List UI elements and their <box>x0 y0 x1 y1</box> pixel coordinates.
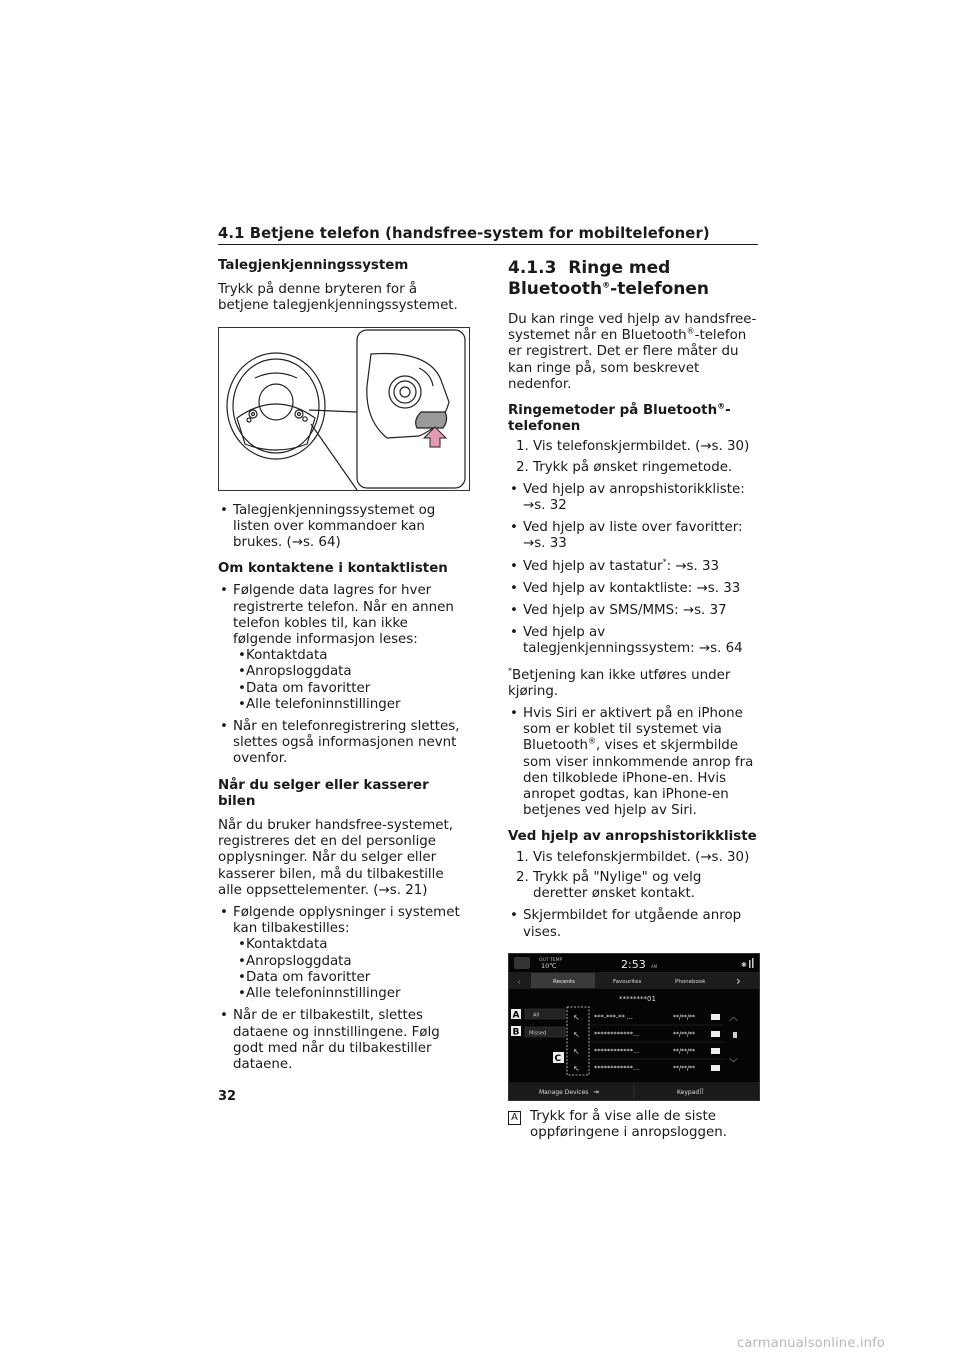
method-text: : →s. 33 <box>666 558 720 574</box>
message-icon <box>711 1048 720 1054</box>
row-name: ************... <box>594 1063 640 1072</box>
subheading-selling-car: Når du selger eller kasserer bilen <box>218 777 429 809</box>
out-temp-value: 10℃ <box>541 961 557 970</box>
intro-text: -telefon er registrert. Det er flere måter du kan ringe på, som beskrevet nedenfor. <box>508 328 747 392</box>
next-chevron-icon: › <box>736 973 741 988</box>
scroll-up-icon: ︿ <box>729 1012 739 1023</box>
header-rule <box>218 244 758 245</box>
section-number: 4.1.3 <box>508 258 557 278</box>
siri-text: , vises et skjermbilde som viser innkommende anrop fra den tilkoblede iPhone-en. Hvis anropet godtas, kan iPhone-en betjenes ved hjelp av Siri. <box>523 738 754 819</box>
registered-mark: ® <box>717 401 726 411</box>
step <box>508 870 760 902</box>
step-text: Trykk på "Nylige" og velg deretter ønsket kontakt. <box>533 869 702 902</box>
step-text: Vis telefonskjermbildet. (→s. 30) <box>533 849 750 865</box>
legend-letter-box: A <box>508 1111 521 1125</box>
scroll-down-icon: ﹀ <box>729 1058 739 1069</box>
clock: 2:53 <box>621 957 646 971</box>
step-number: 2. <box>516 869 529 885</box>
signal-icon <box>749 960 751 968</box>
watermark: carmanualsonline.info <box>737 1336 886 1351</box>
callout-b-label: B <box>512 1027 520 1038</box>
step <box>508 439 760 455</box>
left-column <box>218 258 470 1073</box>
tab-phonebook: Phonebook <box>675 978 706 985</box>
message-icon <box>711 1031 720 1037</box>
heading-part: Ringe med <box>568 258 671 278</box>
selling-bullet-1: • Følgende opplysninger i systemet kan tilbakestilles: <box>218 905 470 937</box>
subheading-text: Ringemetoder på Bluetooth <box>508 403 718 419</box>
filter-all <box>525 1009 565 1019</box>
row-date: **/**/** <box>673 1030 696 1038</box>
contacts-bullet-1: • Følgende data lagres for hver registrerte telefon. Når en annen telefon kobles til, kan ikke følgende informasjon leses: <box>218 583 470 648</box>
back-chevron-icon: ‹ <box>517 976 521 988</box>
step <box>508 460 760 476</box>
selling-sub-item: • Anropsloggdata <box>218 954 470 970</box>
row-date: **/**/** <box>673 1064 696 1072</box>
step-number: 2. <box>516 459 529 475</box>
out-temp-label: OUT TEMP <box>539 957 563 963</box>
section-heading <box>508 258 760 300</box>
subheading-contacts: Om kontaktene i kontaktlisten <box>218 561 448 577</box>
method-item: • Ved hjelp av kontaktliste: →s. 33 <box>508 581 760 597</box>
selling-bullet-2: • Når de er tilbakestilt, slettes dataene og innstillingene. Følg godt med når du tilbakestiller dataene. <box>218 1008 470 1073</box>
selling-sub-item: • Alle telefoninnstillinger <box>218 986 470 1002</box>
row-name: ************... <box>594 1029 640 1038</box>
selling-sub-item: • Kontaktdata <box>218 937 470 953</box>
filter-missed-label: Missed <box>529 1030 547 1037</box>
manage-devices-button: Manage Devices <box>539 1088 589 1096</box>
clock-ampm: AM <box>651 963 658 969</box>
keypad-button: Keypad <box>677 1088 700 1096</box>
step <box>508 850 760 866</box>
selling-sub-item: • Data om favoritter <box>218 970 470 986</box>
subheading-voice-recognition: Talegjenkjenningssystem <box>218 258 409 273</box>
siri-bullet <box>508 706 760 819</box>
phone-screen-drawing <box>509 954 759 1100</box>
method-item: • Ved hjelp av SMS/MMS: →s. 37 <box>508 603 760 619</box>
step-number: 1. <box>516 849 529 865</box>
tab-favourites: Favourites <box>613 978 642 985</box>
row-date: **/**/** <box>673 1047 696 1055</box>
steering-wheel-illustration <box>218 327 470 491</box>
message-icon <box>711 1014 720 1020</box>
bluetooth-icon: ✱ <box>741 960 747 969</box>
manage-devices-icon: ⇥ <box>593 1087 599 1096</box>
legend-item-a <box>508 1109 760 1141</box>
steering-wheel-drawing <box>219 328 469 490</box>
home-icon <box>514 957 530 969</box>
heading-part: Bluetooth <box>508 279 603 299</box>
callout-c-label: C <box>554 1053 562 1064</box>
method-item: • Ved hjelp av liste over favoritter: →s. 33 <box>508 520 760 552</box>
outgoing-call-bullet: • Skjermbildet for utgående anrop vises. <box>508 908 760 940</box>
phone-screen-illustration <box>508 953 760 1101</box>
section-header: 4.1 Betjene telefon (handsfree-system for mobiltelefoner) <box>218 225 710 242</box>
scroll-thumb <box>733 1032 737 1038</box>
subheading-text: -telefonen <box>508 403 731 435</box>
step-number: 1. <box>516 439 529 455</box>
siri-text: Hvis Siri er aktivert på en iPhone som er koblet til systemet via Bluetooth <box>523 706 743 754</box>
contacts-sub-item: • Kontaktdata <box>218 648 470 664</box>
legend-text: Trykk for å vise alle de siste oppføringene i anropsloggen. <box>530 1108 727 1140</box>
selling-car-paragraph: Når du bruker handsfree-systemet, registreres det en del personlige opplysninger. Når du selger eller kasserer bilen, må du tilbakestille alle oppsettelementer. (→s. 21) <box>218 818 454 898</box>
row-name: ***-***-** ... <box>594 1012 633 1021</box>
method-item: • Ved hjelp av talegjenkjenningssystem: →s. 64 <box>508 625 760 657</box>
footnote <box>508 668 760 700</box>
method-item: • Ved hjelp av anropshistorikkliste: →s. 32 <box>508 482 760 514</box>
footnote-star: * <box>662 557 667 567</box>
row-name: ************... <box>594 1046 640 1055</box>
contacts-sub-item: • Alle telefoninnstillinger <box>218 697 470 713</box>
filter-all-label: All <box>533 1012 540 1019</box>
step-text: Vis telefonskjermbildet. (→s. 30) <box>533 439 750 455</box>
tab-recents: Recents <box>553 978 575 985</box>
registered-mark: ® <box>588 737 597 746</box>
voice-recognition-bullet: • Talegjenkjenningssystemet og listen over kommandoer kan brukes. (→s. 64) <box>218 503 470 552</box>
contacts-bullet-2: • Når en telefonregistrering slettes, slettes også informasjonen nevnt ovenfor. <box>218 719 470 768</box>
heading-part: -telefonen <box>610 279 710 299</box>
intro-paragraph <box>508 312 760 393</box>
intro-text: Du kan ringe ved hjelp av handsfree-systemet når en Bluetooth <box>508 312 757 344</box>
footnote-star: * <box>508 666 512 676</box>
subheading-call-methods <box>508 403 760 435</box>
outgoing-call-icon: ↖ <box>573 1063 580 1073</box>
step-text: Trykk på ønsket ringemetode. <box>533 459 733 475</box>
registered-mark: ® <box>602 280 611 290</box>
subheading-call-history: Ved hjelp av anropshistorikkliste <box>508 829 757 845</box>
contacts-sub-item: • Data om favoritter <box>218 681 470 697</box>
callout-a-label: A <box>512 1010 520 1021</box>
outgoing-call-icon: ↖ <box>573 1029 580 1039</box>
message-icon <box>711 1065 720 1071</box>
page-number: 32 <box>218 1089 237 1104</box>
registered-mark: ® <box>686 326 695 336</box>
right-column <box>508 258 760 1141</box>
method-text: Ved hjelp av tastatur <box>523 558 663 574</box>
row-date: **/**/** <box>673 1013 696 1021</box>
method-item <box>508 559 760 575</box>
voice-recognition-paragraph: Trykk på denne bryteren for å betjene talegjenkjenningssystemet. <box>218 282 458 314</box>
list-header: ********01 <box>619 994 656 1003</box>
contacts-sub-item: • Anropsloggdata <box>218 664 470 680</box>
outgoing-call-icon: ↖ <box>573 1012 580 1022</box>
footnote-text: Betjening kan ikke utføres under kjøring. <box>508 667 731 699</box>
keypad-icon: ⠿ <box>699 1087 705 1096</box>
outgoing-call-icon: ↖ <box>573 1046 580 1056</box>
